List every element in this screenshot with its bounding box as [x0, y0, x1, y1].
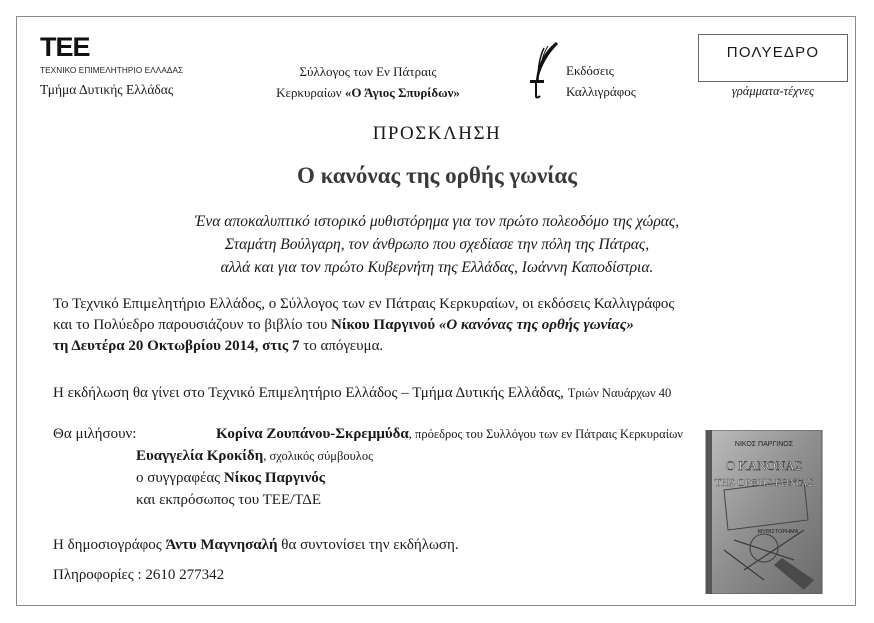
kalligrafos-line1: Εκδόσεις [566, 63, 614, 78]
book-cover-image [704, 430, 824, 594]
presentation-line2 [53, 315, 674, 336]
speaker-prefix: ο συγγραφέας [136, 470, 224, 486]
author-name: Νίκου Παργινού [331, 317, 436, 333]
venue-main: Η εκδήλωση θα γίνει στο Τεχνικό Επιμελητήριο Ελλάδος – Τμήμα Δυτικής Ελλάδας, [53, 385, 564, 401]
intro-text [0, 210, 874, 279]
club-name [258, 61, 478, 103]
club-line2-prefix: Κερκυραίων [276, 85, 345, 100]
kalligrafos-publisher [566, 60, 636, 102]
tee-chamber-name: ΤΕΧΝΙΚΟ ΕΠΙΜΕΛΗΤΗΡΙΟ ΕΛΛΑΔΑΣ [40, 66, 184, 75]
presentation-line3 [53, 336, 674, 357]
invitation-heading: ΠΡΟΣΚΛΗΣΗ [372, 123, 502, 144]
kalligrafos-line2: Καλλιγράφος [566, 84, 636, 99]
presentation-paragraph [53, 294, 674, 357]
book-quote: «Ο κανόνας της ορθής γωνίας» [438, 317, 634, 333]
intro-line: Ένα αποκαλυπτικό ιστορικό μυθιστόρημα για τον πρώτο πολεοδόμο της χώρας, [194, 213, 680, 230]
polyedro-subtitle: γράμματα-τέχνες [731, 84, 815, 98]
info-phone: Πληροφορίες : 2610 277342 [53, 567, 225, 583]
event-date: τη Δευτέρα 20 Οκτωβρίου 2014, στις 7 [53, 338, 300, 354]
speaker-item [216, 426, 683, 443]
book-cover-title-line2: ΤΗΣ ΟΡΘΗΣ ΓΩΝΙΑΣ [714, 478, 814, 489]
moderator-suffix: θα συντονίσει την εκδήλωση. [277, 537, 459, 553]
club-line1: Σύλλογος των Εν Πάτραις [299, 64, 437, 79]
speaker-item: και εκπρόσωπος του ΤΕΕ/ΤΔΕ [136, 492, 322, 508]
moderator-prefix: Η δημοσιογράφος [53, 537, 166, 553]
book-cover-title-line1: Ο ΚΑΝΟΝΑΣ [725, 458, 803, 473]
moderator-name: Άντυ Μαγνησαλή [165, 537, 278, 553]
venue-line [53, 385, 671, 402]
moderator-line [53, 537, 459, 554]
intro-line: Σταμάτη Βούλγαρη, τον άνθρωπο που σχεδίασε την πόλη της Πάτρας, [224, 236, 650, 253]
presentation-line1: Το Τεχνικό Επιμελητήριο Ελλάδος, ο Σύλλογος των εν Πάτραις Κερκυραίων, οι εκδόσεις Καλλιγράφος [53, 296, 675, 312]
event-time-rest: το απόγευμα. [299, 338, 384, 354]
club-saint-name: «Ο Άγιος Σπυρίδων» [344, 85, 460, 100]
quill-icon [526, 40, 564, 100]
speaker-role: , σχολικός σύμβουλος [263, 449, 374, 463]
intro-line: αλλά και για τον πρώτο Κυβερνήτη της Ελλάδας, Ιωάννη Καποδίστρια. [220, 259, 654, 276]
book-cover-publisher: ΜΥΘΙΣΤΟΡΗΜΑ [757, 529, 799, 535]
book-cover-author: ΝΙΚΟΣ ΠΑΡΓΙΝΟΣ [734, 441, 794, 448]
book-title: Ο κανόνας της ορθής γωνίας [297, 163, 577, 188]
speaker-role: , πρόεδρος του Συλλόγου των εν Πάτραις Κερκυραίων [408, 427, 683, 441]
tee-department: Τμήμα Δυτικής Ελλάδας [40, 82, 174, 97]
speaker-name: Νίκος Παργινός [223, 470, 326, 486]
speaker-item [136, 470, 325, 487]
speaker-name: Κορίνα Ζουπάνου-Σκρεμμύδα [216, 426, 409, 442]
tee-logo: ΤΕΕ [40, 32, 90, 62]
club-line2 [258, 82, 478, 103]
speakers-label: Θα μιλήσουν: [53, 426, 137, 442]
presentation-line2-prefix: και το Πολύεδρο παρουσιάζουν το βιβλίο του [53, 317, 331, 333]
venue-address: Τριών Ναυάρχων 40 [567, 386, 672, 400]
speaker-name: Ευαγγελία Κροκίδη [136, 448, 264, 464]
speaker-item [136, 448, 373, 465]
polyedro-title: ΠΟΛΥΕΔΡΟ [726, 44, 820, 61]
